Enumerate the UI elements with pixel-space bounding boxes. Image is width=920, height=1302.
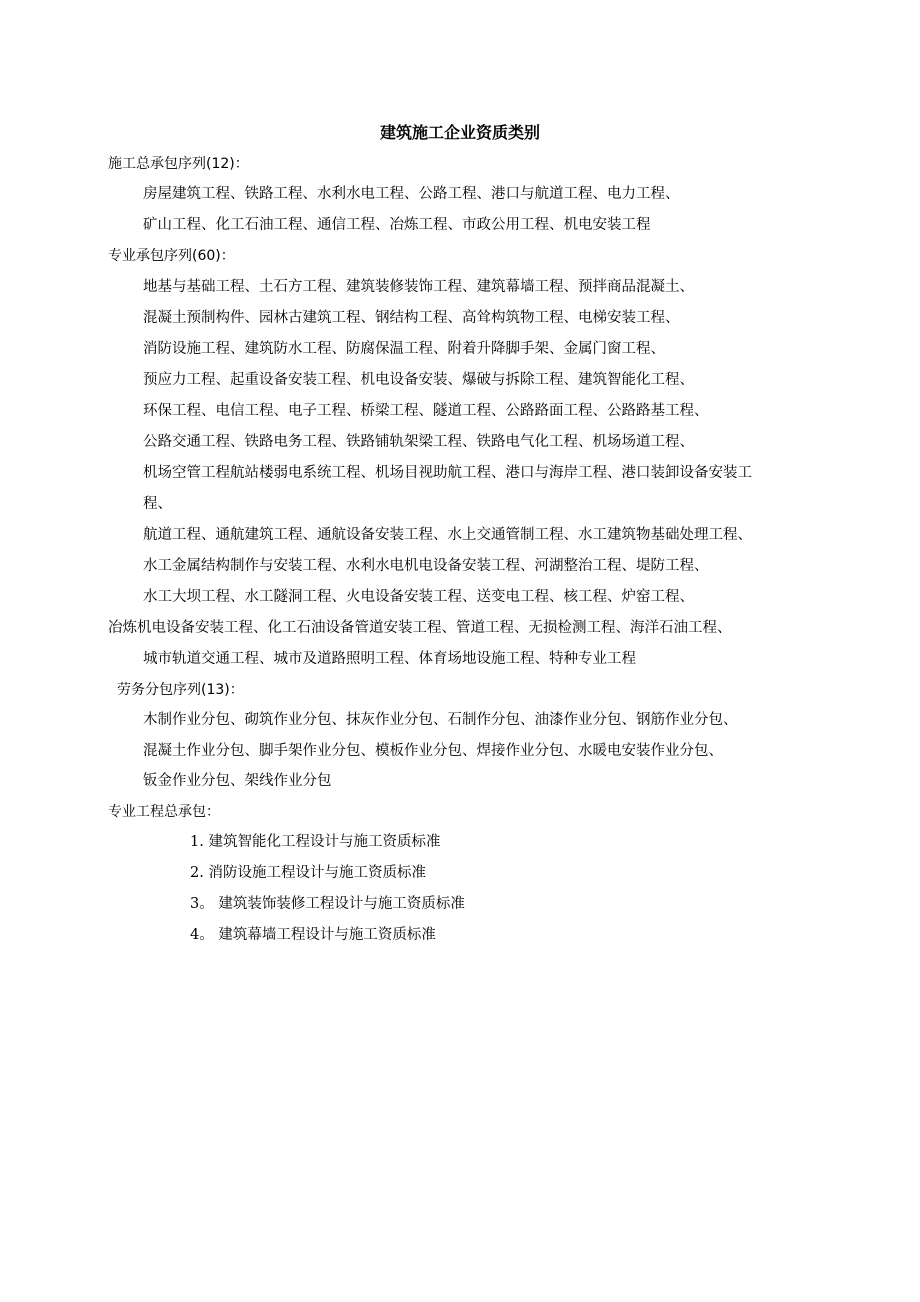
labor-subcontracting-heading: 劳务分包序列(13)：: [117, 682, 244, 698]
specialty-line: 消防设施工程、建筑防水工程、防腐保温工程、附着升降脚手架、金属门窗工程、: [143, 341, 665, 357]
specialty-line: 地基与基础工程、土石方工程、建筑装修装饰工程、建筑幕墙工程、预拌商品混凝土、: [143, 279, 694, 295]
general-line: 房屋建筑工程、铁路工程、水利水电工程、公路工程、港口与航道工程、电力工程、: [143, 186, 680, 202]
professional-item: 1. 建筑智能化工程设计与施工资质标准: [190, 834, 441, 850]
labor-line: 混凝土作业分包、脚手架作业分包、模板作业分包、焊接作业分包、水暖电安装作业分包、: [143, 743, 723, 759]
specialty-line: 航道工程、通航建筑工程、通航设备安装工程、水上交通管制工程、水工建筑物基础处理工程、: [143, 527, 752, 543]
specialty-line: 机场空管工程航站楼弱电系统工程、机场目视助航工程、港口与海岸工程、港口装卸设备安装工: [143, 465, 752, 481]
specialty-contracting-heading: 专业承包序列(60)：: [108, 248, 235, 264]
specialty-line: 公路交通工程、铁路电务工程、铁路铺轨架梁工程、铁路电气化工程、机场场道工程、: [143, 434, 694, 450]
professional-general-heading: 专业工程总承包：: [108, 804, 220, 820]
page-title: 建筑施工企业资质类别: [379, 123, 540, 142]
specialty-line: 预应力工程、起重设备安装工程、机电设备安装、爆破与拆除工程、建筑智能化工程、: [143, 372, 694, 388]
specialty-line: 水工大坝工程、水工隧洞工程、火电设备安装工程、送变电工程、核工程、炉窑工程、: [143, 589, 694, 605]
specialty-line: 程、: [143, 496, 172, 512]
specialty-line: 城市轨道交通工程、城市及道路照明工程、体育场地设施工程、特种专业工程: [143, 651, 636, 667]
professional-item: 2. 消防设施工程设计与施工资质标准: [190, 865, 426, 881]
general-contracting-heading: 施工总承包序列(12)：: [108, 156, 249, 172]
labor-line: 木制作业分包、砌筑作业分包、抹灰作业分包、石制作分包、油漆作业分包、钢筋作业分包、: [143, 712, 738, 728]
specialty-line: 水工金属结构制作与安装工程、水利水电机电设备安装工程、河湖整治工程、堤防工程、: [143, 558, 709, 574]
general-line: 矿山工程、化工石油工程、通信工程、冶炼工程、市政公用工程、机电安装工程: [143, 217, 651, 233]
labor-line: 钣金作业分包、架线作业分包: [143, 773, 332, 789]
specialty-line: 冶炼机电设备安装工程、化工石油设备管道安装工程、管道工程、无损检测工程、海洋石油工程、: [108, 620, 732, 636]
specialty-line: 环保工程、电信工程、电子工程、桥梁工程、隧道工程、公路路面工程、公路路基工程、: [143, 403, 709, 419]
specialty-line: 混凝土预制构件、园林古建筑工程、钢结构工程、高耸构筑物工程、电梯安装工程、: [143, 310, 680, 326]
professional-item: 3。 建筑装饰装修工程设计与施工资质标准: [190, 896, 465, 912]
professional-item: 4。 建筑幕墙工程设计与施工资质标准: [190, 927, 436, 943]
